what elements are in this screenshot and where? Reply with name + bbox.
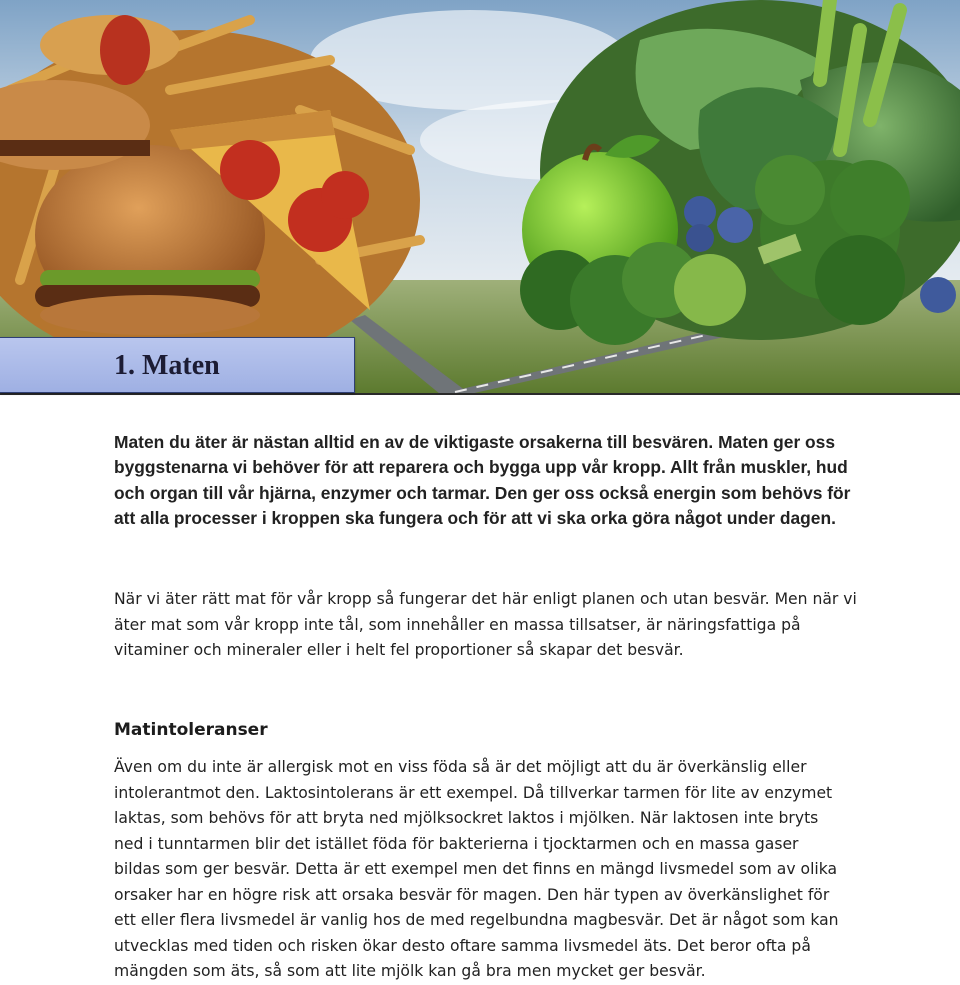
food-choice-illustration: [0, 0, 960, 394]
intro-paragraph: Maten du äter är nästan alltid en av de viktigaste orsakerna till besvären. Maten ger oss byggstenarna vi behöver för att reparera och bygga upp vår kropp. Allt från muskler, hud och organ till vår hjärna, enzymer och tarmar. Den ger oss också energin som behövs för att alla processer i kroppen ska fungera och för att vi ska orka göra något under dagen.: [114, 432, 851, 529]
body-paragraph: När vi äter rätt mat för vår kropp så fungerar det här enligt planen och utan besvär. Men när vi äter mat som vår kropp inte tål, som innehåller en massa tillsatser, är näringsfattiga på vitaminer och mineraler eller i helt fel proportioner så skapar det besvär.: [114, 590, 857, 659]
section-paragraph: Även om du inte är allergisk mot en viss föda så är det möjligt att du är överkänslig eller intolerantmot den. Laktosintolerans är ett exempel. Då tillverkar tarmen för lite av enzymet laktas, som behövs för att bryta ned mjölksockret laktos i mjölken. När laktosen inte bryts ned i tunntarmen blir det istället föda för bakterierna i tjocktarmen och en massa gaser bildas som ger besvär. Detta är ett exempel men det finns en mängd livsmedel som av olika orsaker har en högre risk att orsaka besvär för magen. Den här typen av överkänslighet för ett eller flera livsmedel är vanlig hos de med regelbundna magbesvär. Det är något som kan utvecklas med tiden och risken ökar desto oftare samma livsmedel äts. Det beror ofta på mängden som äts, så som att lite mjölk kan gå bra men mycket ger besvär.: [114, 758, 839, 980]
chapter-heading-box: [0, 337, 355, 393]
section-heading: Matintoleranser: [114, 720, 268, 740]
hero-divider: [0, 393, 960, 395]
hero-banner: [0, 0, 960, 394]
intro-block: [114, 430, 854, 532]
chapter-title: 1. Maten: [114, 350, 220, 381]
